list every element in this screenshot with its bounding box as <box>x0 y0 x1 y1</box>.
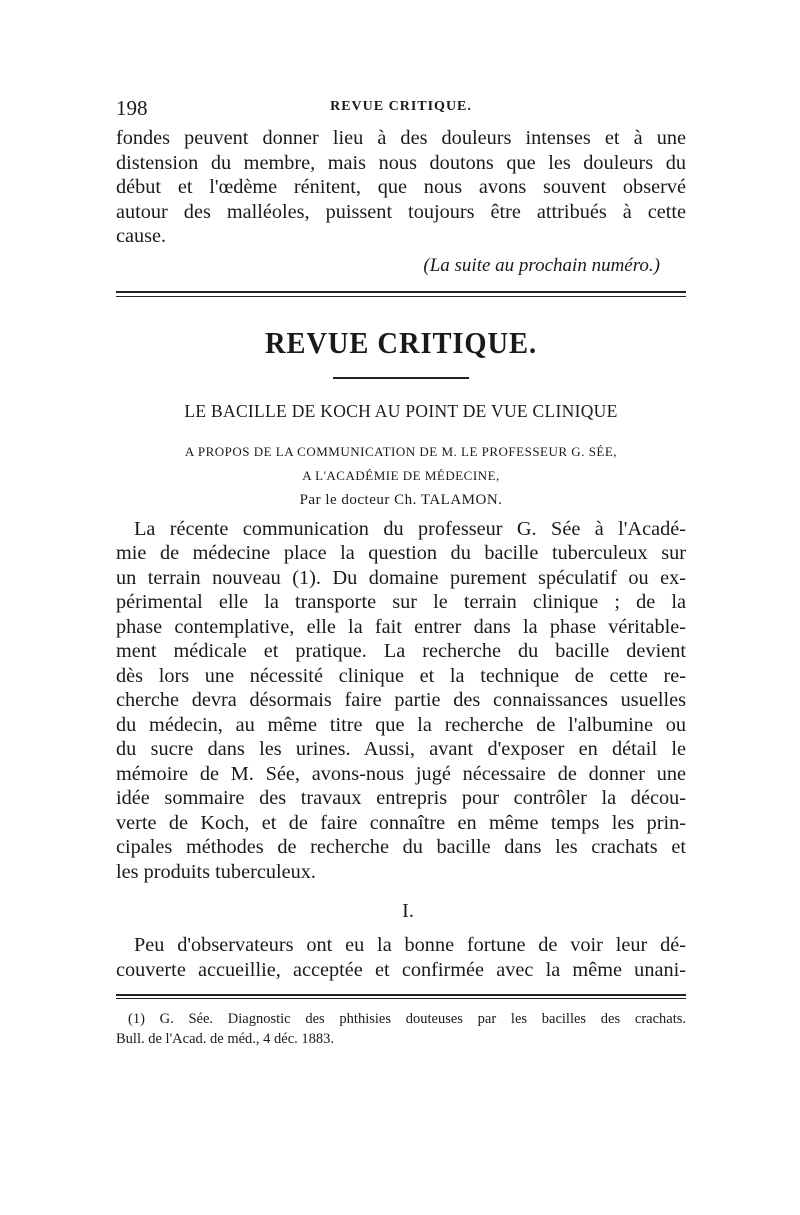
text-line: les produits tuberculeux. <box>116 860 316 883</box>
text-line: du sucre dans les urines. Aussi, avant d'exposer en détail le <box>116 738 686 760</box>
text-line: cherche devra désormais faire partie des connaissances usuelles <box>116 689 686 711</box>
section-numeral: I. <box>402 900 414 922</box>
footnote <box>116 1009 686 1049</box>
text-line: distension du membre, mais nous doutons que les douleurs du <box>116 151 686 174</box>
article-subtitle-line: A PROPOS DE LA COMMUNICATION DE M. LE PROFESSEUR G. SÉE, <box>184 443 618 459</box>
title-rule <box>333 377 469 379</box>
book-page <box>116 96 686 1049</box>
continuation-paragraph <box>116 126 686 249</box>
text-line: mémoire de M. Sée, avons-nous jugé nécessaire de donner une <box>116 762 686 785</box>
article-subtitle <box>116 440 686 488</box>
text-line: ment médicale et pratique. La recherche du bacille devient <box>116 640 686 662</box>
text-line: cipales méthodes de recherche du bacille dans les crachats et <box>116 836 686 858</box>
text-line: fondes peuvent donner lieu à des douleurs intenses et à une <box>116 127 686 149</box>
text-line: autour des malléoles, puissent toujours être attribués à cette <box>116 200 686 223</box>
text-line: phase contemplative, elle la fait entrer dans la phase véritable- <box>116 615 686 638</box>
footnote-divider <box>116 994 686 999</box>
article-subtitle-line: A L'ACADÉMIE DE MÉDECINE, <box>302 467 500 483</box>
running-head <box>116 96 686 120</box>
article-title: LE BACILLE DE KOCH AU POINT DE VUE CLINIQUE <box>184 400 618 421</box>
text-line: du médecin, au même titre que la recherche de l'albumine ou <box>116 713 686 736</box>
body-paragraph-2 <box>116 933 686 982</box>
body-paragraph-1 <box>116 517 686 885</box>
text-line: dès lors une nécessité clinique et la technique de cette re- <box>116 664 686 687</box>
text-line: idée sommaire des travaux entrepris pour contrôler la décou- <box>116 787 686 809</box>
text-line: mie de médecine place la question du bacille tuberculeux sur <box>116 542 686 564</box>
article-byline: Par le docteur Ch. TALAMON. <box>299 491 503 508</box>
running-title: REVUE CRITIQUE. <box>330 99 472 114</box>
footnote-line: Bull. de l'Acad. de méd., 4 déc. 1883. <box>116 1031 335 1047</box>
text-line: périmental elle la transporte sur le terrain clinique ; de la <box>116 591 686 613</box>
to-be-continued-note: (La suite au prochain numéro.) <box>423 254 660 276</box>
section-title: REVUE CRITIQUE. <box>264 324 538 360</box>
footnote-line: (1) G. Sée. Diagnostic des phthisies douteuses par les bacilles des crachats. <box>128 1011 686 1027</box>
text-line: Peu d'observateurs ont eu la bonne fortune de voir leur dé- <box>134 934 686 956</box>
text-line: couverte accueillie, acceptée et confirmée avec la même unani- <box>116 958 686 981</box>
text-line: début et l'œdème rénitent, que nous avons souvent observé <box>116 176 686 198</box>
text-line: verte de Koch, et de faire connaître en même temps les prin- <box>116 811 686 834</box>
text-line: La récente communication du professeur G. Sée à l'Acadé- <box>134 517 686 540</box>
text-line: un terrain nouveau (1). Du domaine purement spéculatif ou ex- <box>116 566 686 589</box>
text-line: cause. <box>116 225 167 247</box>
section-divider <box>116 291 686 297</box>
page-number: 198 <box>116 96 148 120</box>
